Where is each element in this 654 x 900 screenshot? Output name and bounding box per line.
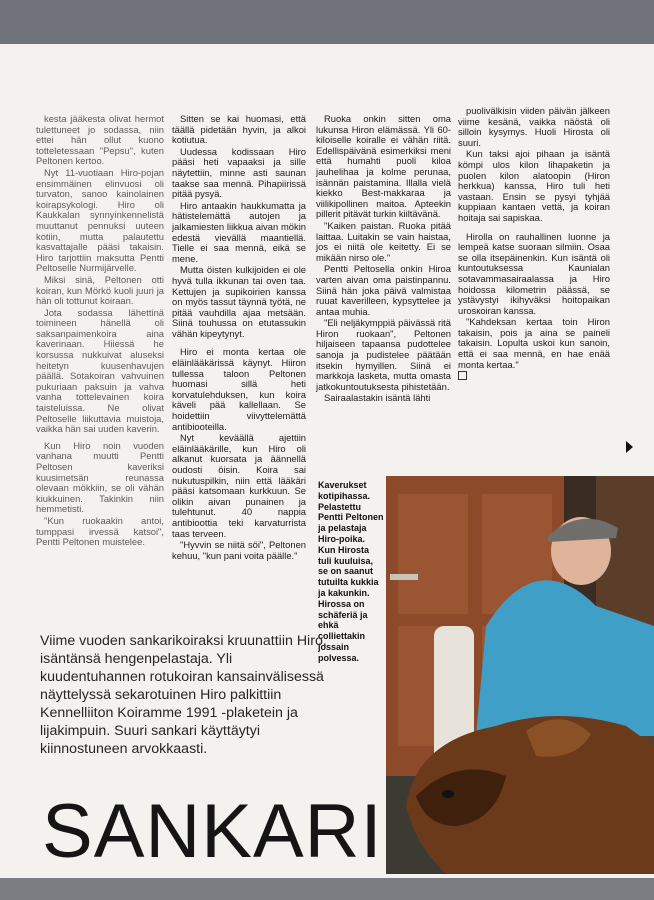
column-3	[316, 114, 451, 404]
paragraph: Nyt 11-vuotiaan Hiro-pojan ensimmäinen elinvuosi oli turvaton, sanoo kainolainen koirapsykologi. Hiro oli Kaukkalan synnyinkennelistä muuttanut pennuksi uuteen kotiin, mutta palautettu kasvattajalle pääsi takaisin. Hiro tarjottiin maksutta Pentti Peltoselle Nurmijärvelle.	[36, 166, 164, 274]
column-1	[36, 114, 164, 548]
paragraph: Miksi sinä, Peltonen otti koiran, kun Mörkö kuoli juuri ja hän oli tottunut koiraan.	[36, 273, 164, 307]
paragraph: puolivälkisin viiden päivän jälkeen viime kesänä, vaikka näöstä oli silloin kysymys. Huoli Hirosta oli suuri.	[458, 105, 610, 148]
paragraph: "Eli neljäkymppiä päivässä ritä Hiron ruokaan", Peltonen hiljaiseen tapaansa pudottelee sanoja ja pudistelee päätään itsekin hymyillen. Siinä ei markkoja lasketa, mutta omasta jatkokuntoutuksesta pihistetään.	[316, 317, 451, 392]
paragraph: Pentti Peltosella onkin Hiroa varten aivan oma paistinpannu. Siinä hän joka päivä valmistaa ruuat kaverilleen, kypsyttelee ja antaa muhia.	[316, 263, 451, 317]
paragraph: Kun taksi ajoi pihaan ja isäntä kömpi ulos kilon lihapaketin ja puolen kilon alatoopin (Hiron herkkua) kanssa, Hiro tuli heti vastaan. Ensin se pysyi tyhjää kuppiaan kantaen vettä, ja koiran hoitaja sai sapiskaa.	[458, 148, 610, 223]
paragraph: Sitten se kai huomasi, että täällä pidetään hyvin, ja alkoi kotiutua.	[172, 113, 306, 146]
paragraph: Nyt keväällä ajettiin eläinlääkärille, kun Hiro oli alkanut kuorsata ja äännellä oudosti öisin. Koira sai nukutuspilkin, niin että lääkäri pääsi katsomaan kurkkuun. Se olikin aivan punainen ja tulehtunut. 40 nappia antibioottia teki karvaturrista taas terveen.	[172, 432, 306, 539]
paragraph: Jota sodassa lähettinä toimineen hänellä oli saksanpaimenkoira aina kaverinaan. Hiiessä he korsussa nukkuivat aluseksi heitetyn kuusenhavujen päällä. Sotakoiran vahvuinen pukuriaan paksuin ja vahva vanha tottelevainen koira taisteluissa. Ne olivat Peltoselle liikuttavia muistoja, vaikka hän sai uuden kaverin.	[36, 306, 164, 435]
article-end-mark	[458, 371, 467, 380]
paragraph: "Kahdeksan kertaa toin Hiron takaisin, pois ja aina se paineli takaisin. Lopulta uskoi kun sanoin, että ei saa mennä, en hae enää monta kertaa."	[458, 316, 610, 370]
headline: SANKARI	[42, 789, 383, 874]
paragraph: kesta jääkesta olivat hermot tulettuneet jo sodassa, niin ettei hän ollut kuono totteletessaan "Pepsu", kuten Peltonen kertoo.	[36, 113, 164, 167]
paragraph: Sairaalastakin isäntä lähti	[324, 392, 431, 404]
magazine-page	[0, 44, 654, 878]
intro-lead: Viime vuoden sankarikoiraksi kruunattiin Hiro, isäntänsä hengenpelastaja. Yli kuudentuhannen rotukoiran kansainvälisessä näyttelyssä sekarotuinen Hiro palkittiin Kennelliiton Koiramme 1991 -plaketein ja lijakimpuin. Suuri sankari käyttäytyi kiinnostuneen arvokkaasti.	[40, 633, 327, 757]
intro-text	[40, 632, 340, 758]
photo-caption: Kaverukset kotipihassa. Pelastettu Pentti Peltonen ja pelastaja Hiro-poika. Kun Hirosta tuli kuuluisa, se on saanut tutuilta kukkia ja kakunkin. Hirossa on schäferiä ja ehkä colliettakin jossain polvessa.	[318, 480, 384, 663]
photo-illustration	[386, 476, 654, 874]
paragraph: Mutta öisten kulkijoiden ei ole hyvä tulla ikkunan tai oven taa. Kettujen ja supikoirien kanssa on myös tassut täynnä työtä, ne pitää vauhdilla ajaa metsään. Siinä touhussa on etutassukin vähän kipeytynyt.	[172, 264, 306, 339]
paragraph: "Kun ruokaakin antoi, tumppasi irvessä katsoi", Pentti Peltonen muistelee.	[36, 514, 164, 548]
paragraph: Hiro antaakin haukkumatta ja hätistelemättä autojen ja jalkamiesten liikkua aivan mökin edestä vievällä maantiellä. Tielle ei saa mennä, eikä se mene.	[172, 199, 306, 264]
photo-man-and-dog	[386, 476, 654, 874]
column-4	[458, 106, 610, 381]
paragraph: "Hyvvin se niitä söi", Peltonen kehuu, "kun pani voita päälle."	[172, 539, 306, 561]
paragraph: "Kaiken paistan. Ruoka pitää laittaa. Luitakin se vain haistaa, jos ei niitä ole keitetty. Ei se mikään nirso ole."	[316, 219, 451, 263]
paragraph: Hiro ei monta kertaa ole eläinlääkärissä käynyt. Hiiron tullessa taloon Peltonen huomasi sillä heti korvatulehduksen, kun koira käveli pää kallellaan. Se hoidettiin viivyttelemättä antibiooteilla.	[172, 346, 306, 432]
paragraph: Kun Hiro noin vuoden vanhana muutti Pentti Peltosen kaveriksi kuusimetsän reunassa olevaan mökkiin, se oli vähän kiukkuinen. Takinkin niin hemmetisti.	[36, 439, 164, 515]
paragraph: Hirolla on rauhallinen luonne ja lempeä katse suoraan silmiin. Osaa se olla itsepäinenkin. Kun isäntä oli kuntoutuksessa Kaunialan sotavammasairaalassa ja Hiro hoidossa kilometrin päässä, se ystävystyi ikihyväksi hoitopaikan urosкoiran kanssa.	[458, 230, 610, 316]
continue-arrow-icon	[626, 441, 633, 453]
scan-background	[0, 878, 654, 900]
column-2	[172, 114, 306, 561]
paragraph: Uudessa kodissaan Hiro pääsi heti vapaaksi ja sille näytettiin, minne asti saunan taakse saa mennä. Pihapiirissä pitää pysyä.	[172, 145, 306, 200]
paragraph: Ruoka onkin sitten oma lukunsa Hiron elämässä. Yli 60-kiloiselle koiralle ei vähän riitä. Edellispäivänä esimerkiksi meni että humahti puoli kiloa jauhelihaa ja kolme perunaa, isännän paistamina. Illalla vielä kiekko Best-makkaraa ja viilikipollinen maitoa. Apteekin pillerit pitävät turkin kiiltävänä.	[316, 113, 451, 220]
